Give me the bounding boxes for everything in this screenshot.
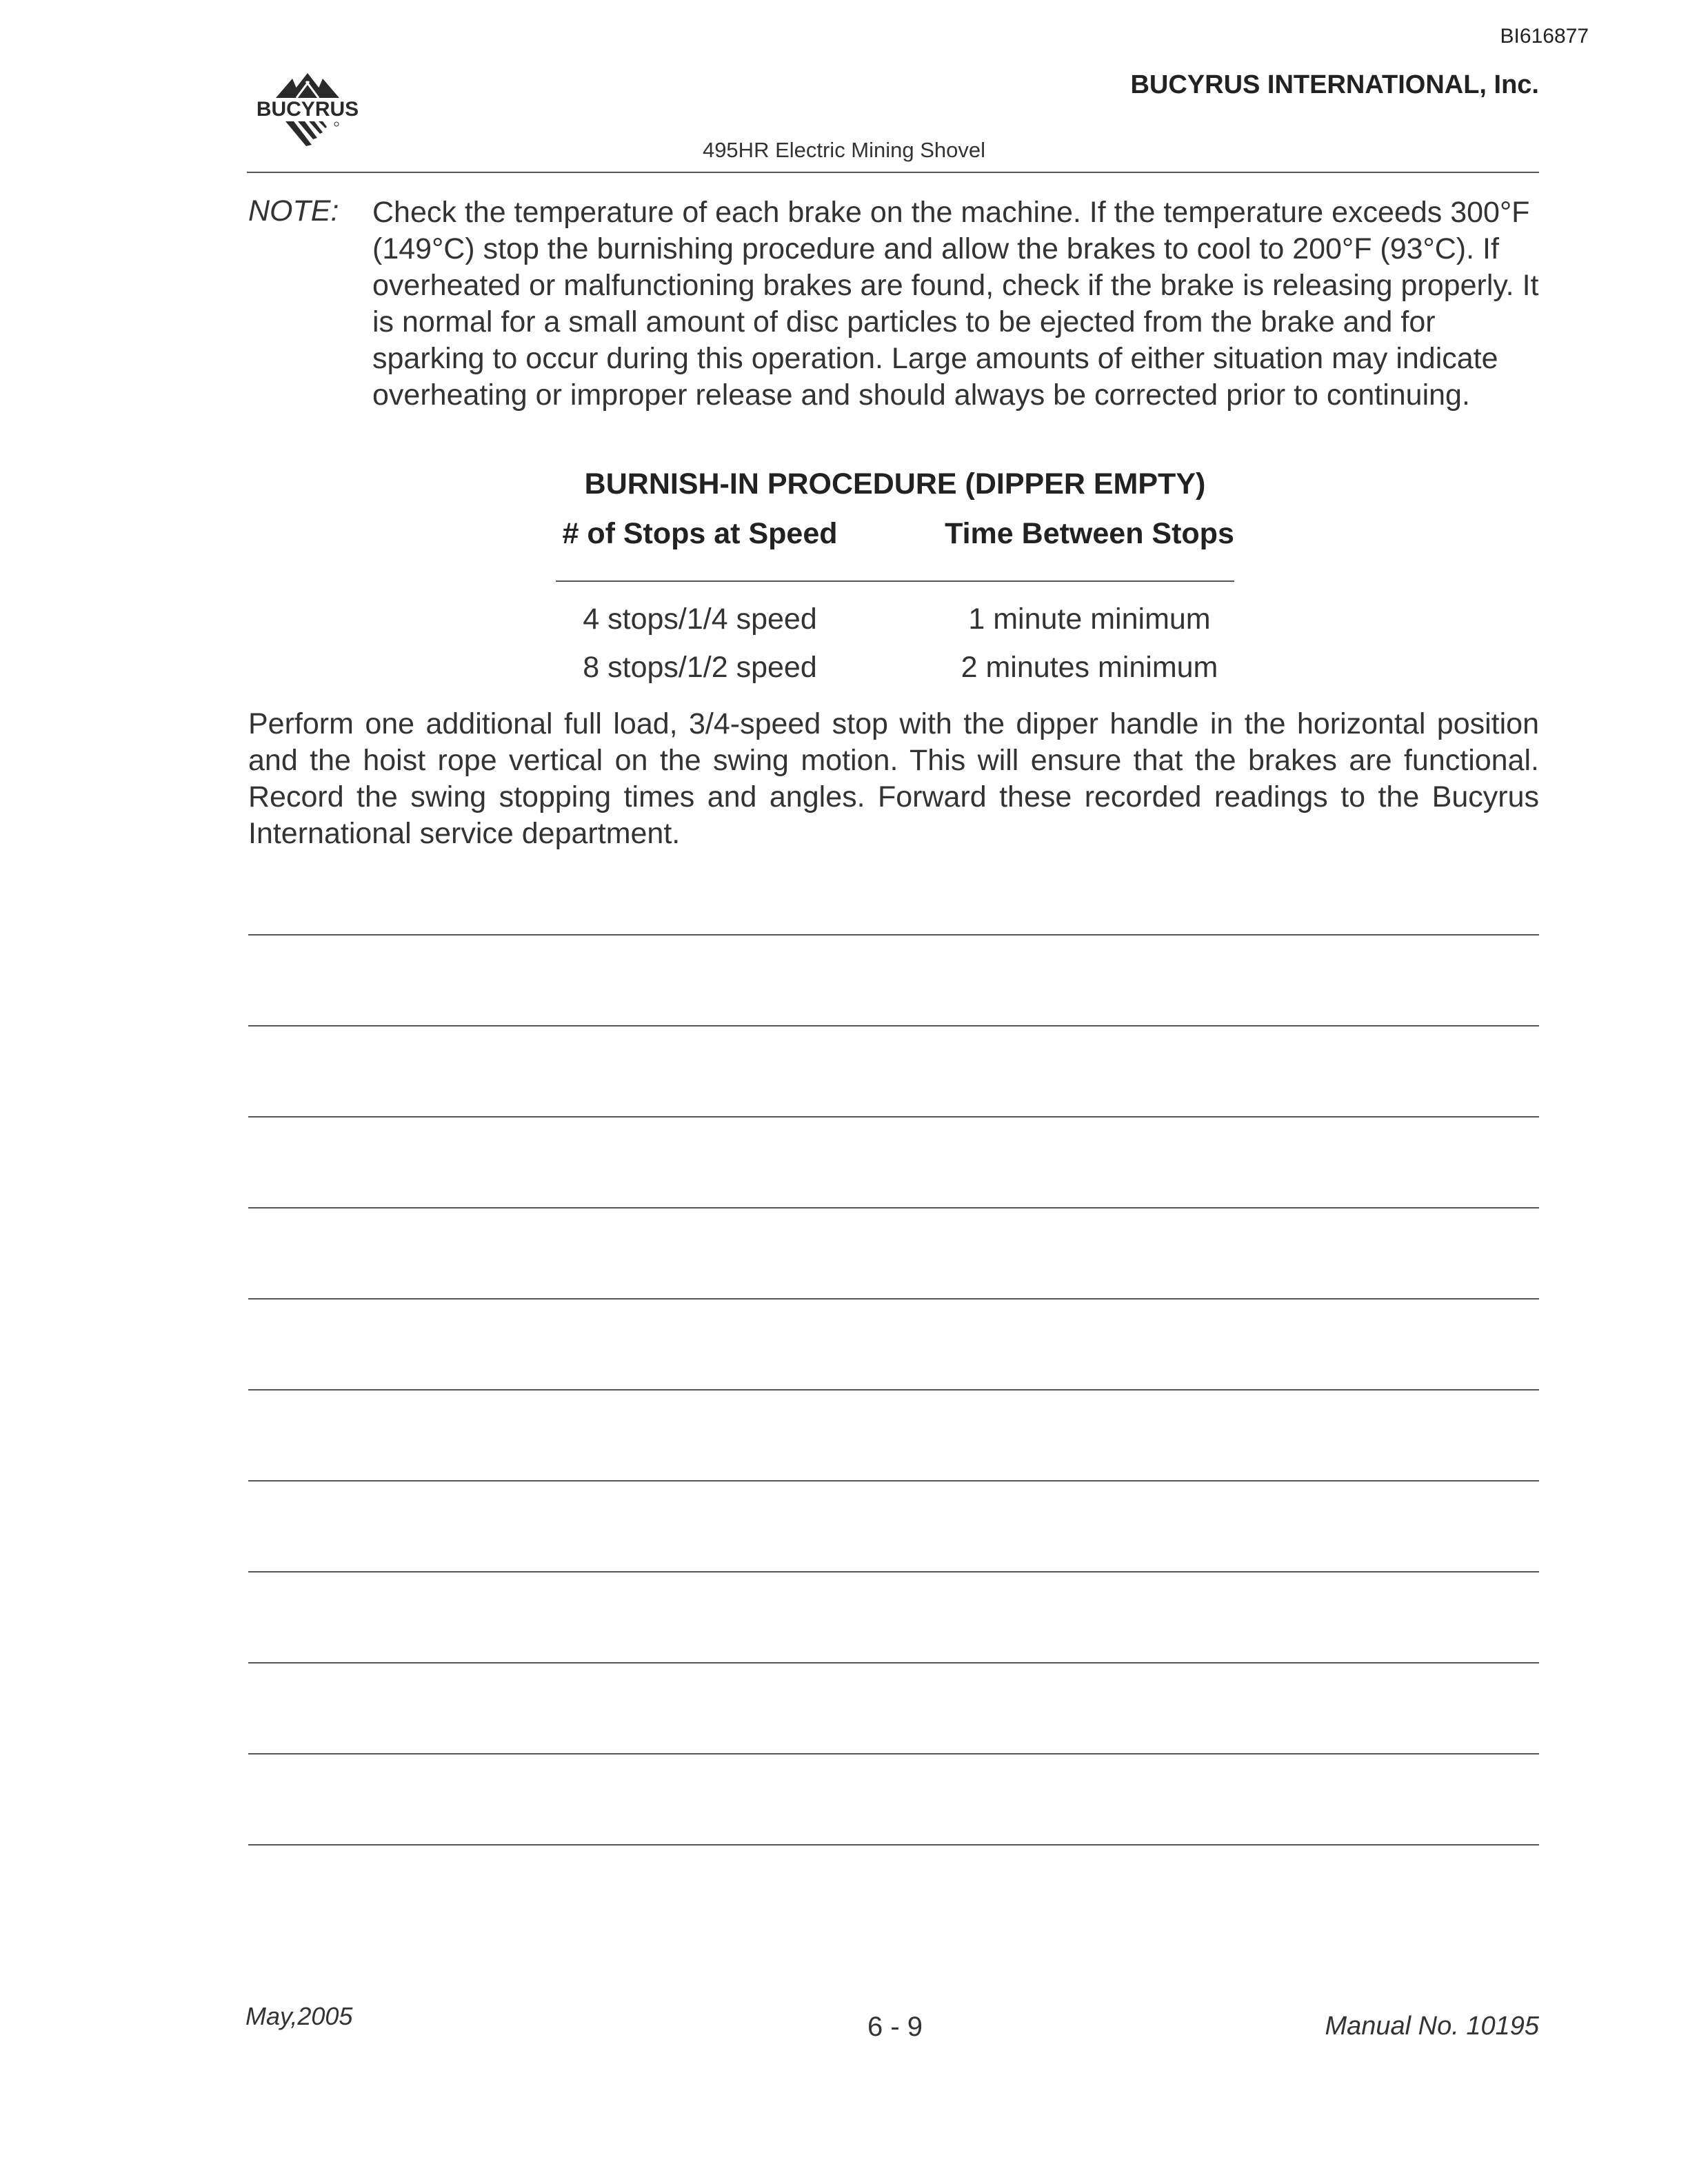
footer-date: May,2005 [245, 2002, 353, 2030]
note-label: NOTE: [248, 194, 339, 228]
manual-number: Manual No. 10195 [1325, 2012, 1539, 2041]
ruled-line [248, 1207, 1539, 1209]
table-cell-time: 2 minutes minimum [961, 651, 1218, 684]
table-title: BURNISH-IN PROCEDURE (DIPPER EMPTY) [584, 467, 1206, 501]
document-subtitle: 495HR Electric Mining Shovel [702, 138, 986, 162]
company-name: BUCYRUS INTERNATIONAL, Inc. [1130, 70, 1539, 99]
ruled-line [248, 1389, 1539, 1391]
ruled-line [248, 1298, 1539, 1300]
ruled-line [248, 1025, 1539, 1027]
column-header-stops: # of Stops at Speed [562, 517, 838, 550]
logo-text: BUCYRUS [256, 98, 359, 121]
ruled-line [248, 1480, 1539, 1482]
column-header-time: Time Between Stops [945, 517, 1234, 550]
page-number: 6 - 9 [867, 2012, 923, 2042]
ruled-line [248, 1753, 1539, 1755]
ruled-line [248, 1844, 1539, 1846]
table-cell-stops: 4 stops/1/4 speed [583, 603, 817, 636]
note-text: Check the temperature of each brake on the machine. If the temperature exceeds 300°F (149°C) stop the burnishing procedure and allow the brakes to cool to 200°F (93°C). If overheated or malfunctioning brakes are found, check if the brake is releasing properly. It is normal for a small amount of disc particles to be ejected from the brake and for sparking to occur during this operation. Large amounts of either situation may indicate overheating or improper release and should always be corrected prior to continuing. [372, 196, 1539, 412]
table-divider [556, 580, 1234, 582]
bucyrus-logo [245, 69, 370, 149]
ruled-line [248, 934, 1539, 936]
ruled-line [248, 1571, 1539, 1573]
header-divider [247, 172, 1539, 173]
table-cell-stops: 8 stops/1/2 speed [583, 651, 817, 684]
ruled-line [248, 1116, 1539, 1118]
body-paragraph: Perform one additional full load, 3/4-speed stop with the dipper handle in the horizontal position and the hoist rope vertical on the swing motion. This will ensure that the brakes are functional. Record the swing stopping times and angles. Forward these recorded readings to the Bucyrus International service department. [248, 707, 1539, 850]
ruled-line [248, 1662, 1539, 1664]
document-id: BI616877 [1500, 25, 1589, 48]
table-cell-time: 1 minute minimum [968, 603, 1211, 636]
